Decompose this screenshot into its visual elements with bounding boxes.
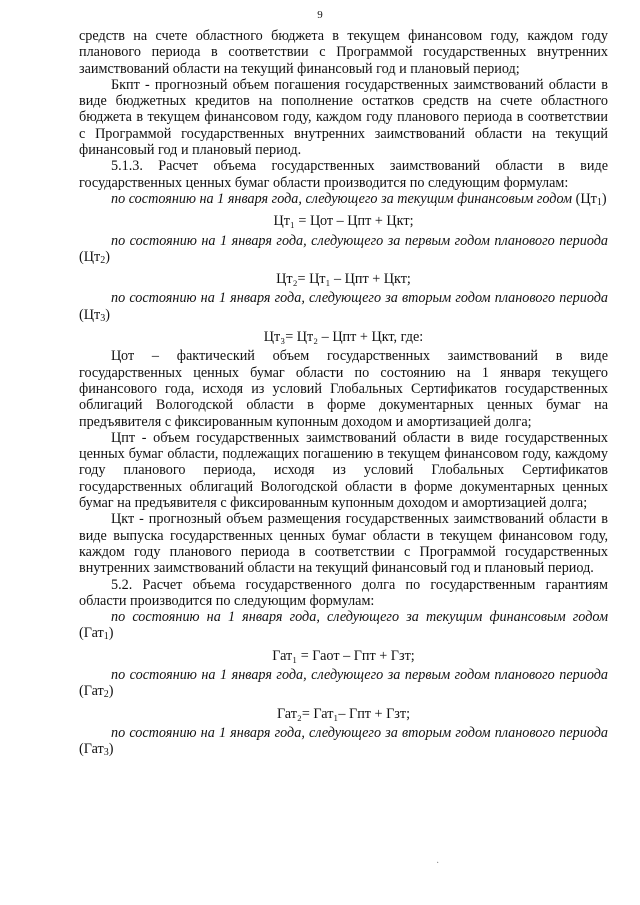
formula-condition <box>79 290 608 327</box>
condition-text: по состоянию на 1 января года, следующего за первым годом планового периода <box>111 232 608 249</box>
symbol-subscript: 1 <box>103 631 109 643</box>
formula: Гат₁ = Гаот – Гпт + Гзт; <box>272 647 415 664</box>
condition-symbol: (Гат$_3$) <box>79 741 114 759</box>
formula: Цт₂= Цт₁ – Цпт + Цкт; <box>276 271 411 288</box>
symbol-name: Цт <box>83 248 101 265</box>
condition-text: по состоянию на 1 января года, следующего за вторым годом планового периода <box>111 724 608 741</box>
symbol-name: Гат <box>83 683 104 700</box>
condition-symbol: (Гат$_1$) <box>79 625 114 643</box>
symbol-subscript: 1 <box>596 196 602 208</box>
symbol-subscript: 2 <box>100 254 106 266</box>
formula: Цт₁ = Цот – Цпт + Цкт; <box>273 213 414 230</box>
paragraph: Цкт - прогнозный объем размещения государственных заимствований области в виде выпуска государственных ценных бумаг области в текущем финансовом году, каждом году планового периода в соответствии с Программой государственных внутренних заимствований области на текущий финансовый год и плановый период. <box>79 511 608 577</box>
paragraph: Бкпт - прогнозный объем погашения государственных заимствований области в виде бюджетных кредитов на пополнение остатков средств на счете областного бюджета в текущем финансовом году, каждом году планового периода в соответствии с Программой государственных внутренних заимствований области на текущий финансовый год и плановый период. <box>79 76 608 159</box>
scan-artifact: · <box>436 858 440 869</box>
page-number: 9 <box>317 9 323 21</box>
formula: Цт₃= Цт₂ – Цпт + Цкт, где: <box>263 329 424 346</box>
formula-condition <box>79 725 608 762</box>
paragraph: средств на счете областного бюджета в текущем финансовом году, каждом году планового периода в соответствии с Программой государственных внутренних заимствований области на текущий финансовый год и плановый период; <box>79 28 608 77</box>
symbol-subscript: 2 <box>103 689 109 701</box>
condition-symbol: $(Цт_3)$ <box>79 306 110 324</box>
formula-condition <box>79 233 608 270</box>
formula: Гат₂= Гат₁– Гпт + Гзт; <box>276 705 411 722</box>
symbol-name: Цт <box>83 306 101 323</box>
condition-symbol: (Гат$_2$) <box>79 683 114 701</box>
symbol-name: Гат <box>83 625 104 642</box>
document-body <box>79 28 608 761</box>
condition-text: по состоянию на 1 января года, следующего за текущим финансовым годом <box>111 190 573 207</box>
condition-text: по состоянию на 1 января года, следующего за вторым годом планового периода <box>111 290 608 307</box>
condition-text: по состоянию на 1 января года, следующего за текущим финансовым годом <box>111 609 608 626</box>
condition-text: по состоянию на 1 января года, следующего за первым годом планового периода <box>111 666 608 683</box>
formula-condition <box>79 609 608 646</box>
paragraph: 5.1.3. Расчет объема государственных заимствований области в виде государственных ценных бумаг области производится по следующим формулам: <box>79 158 608 191</box>
paragraph: 5.2. Расчет объема государственного долга по государственным гарантиям области производится по следующим формулам: <box>79 576 608 609</box>
symbol-subscript: 3 <box>103 747 109 759</box>
symbol-name: Гат <box>83 741 104 758</box>
symbol-subscript: 3 <box>100 312 106 324</box>
paragraph: Цпт - объем государственных заимствований области в виде государственных ценных бумаг области, подлежащих погашению в текущем финансовом году, каждому году планового периода, исходя из условий Глобальных Сертификатов государственных облигаций Вологодской области в форме документарных ценных бумаг на предъявителя с фиксированным купонным доходом и амортизацией долга; <box>79 429 608 512</box>
symbol-name: Цт <box>580 190 597 207</box>
formula-condition <box>79 667 608 704</box>
paragraph: Цот – фактический объем государственных заимствований в виде государственных ценных бумаг области по состоянию на 1 января текущего финансового года, исходя из условий Глобальных Сертификатов государственных облигаций Вологодской области в форме документарных ценных бумаг на предъявителя с фиксированным купонным доходом и амортизацией долга; <box>79 348 608 430</box>
formula-condition <box>79 191 608 211</box>
condition-symbol: $(Цт_2)$ <box>79 248 110 266</box>
condition-symbol: $(Цт_1)$ <box>572 190 607 208</box>
